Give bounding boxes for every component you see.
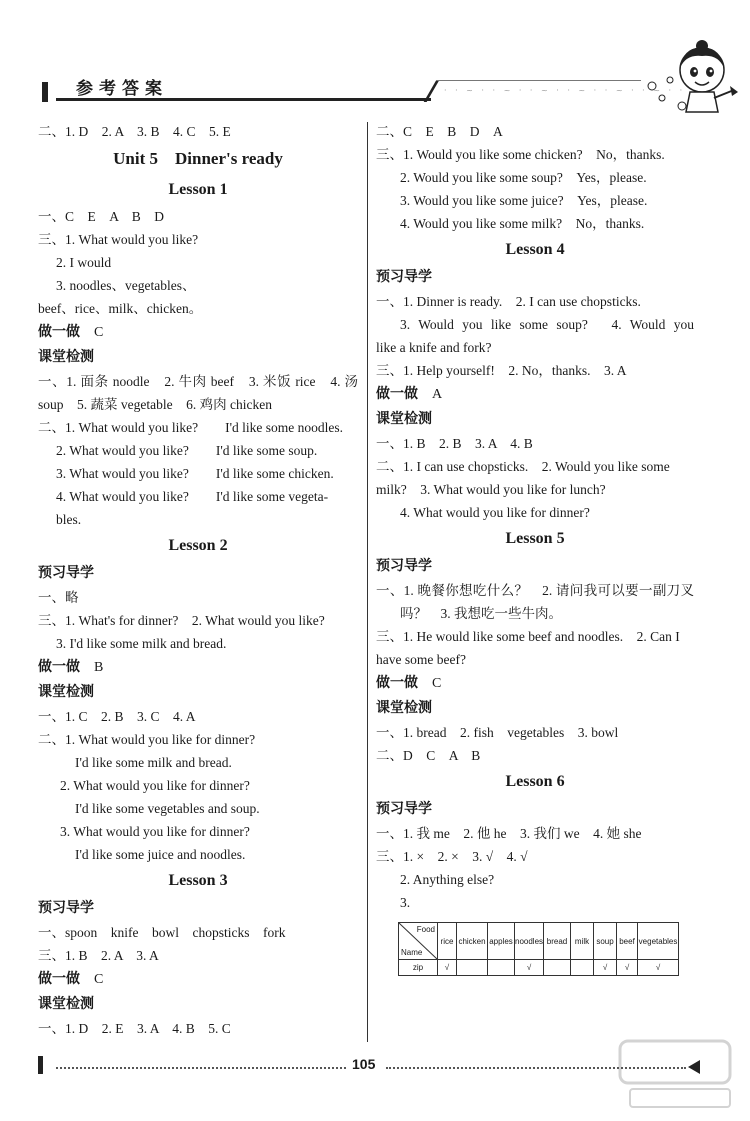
table-header-food: milk [571,923,594,960]
answer-line: 3. Would you like some soup? 4. Would you [400,317,694,332]
section-heading: 课堂检测 [38,996,94,1012]
table-cell-mark [571,960,594,976]
answer-line: 2. Anything else? [400,872,495,887]
section-heading: 预习导学 [376,801,432,817]
footer-marker-icon [38,1056,51,1074]
table-header-food: chicken [457,923,488,960]
section-heading [376,671,694,696]
answer-line: 一、1. 我 me 2. 他 he 3. 我们 we 4. 她 she [376,826,642,841]
answer-line: 2. Would you like some soup? Yes，please. [400,170,647,185]
answer-line: 一、1. 晚餐你想吃什么？ 2. 请问我可以要一副刀叉 [376,583,694,598]
answer-line: 三、1. × 2. × 3. √ 4. √ [376,849,528,864]
header-title: 参考答案 [76,79,168,99]
table-header-food: beef [617,923,638,960]
lesson-title: Lesson 6 [505,773,565,790]
table-cell-mark: √ [438,960,457,976]
section-heading: 课堂检测 [376,700,432,716]
section-answer: C [94,972,104,987]
section-heading: 课堂检测 [38,684,94,700]
section-heading-label: 做一做 [376,386,418,402]
section-heading [38,655,358,680]
answer-line: 一、1. B 2. B 3. A 4. B [376,436,533,451]
table-cell-mark: √ [638,960,679,976]
section-heading-label: 做一做 [376,675,418,691]
table-header-food: apples [488,923,515,960]
table-corner-cell [399,923,438,960]
answer-line: 一、1. C 2. B 3. C 4. A [38,709,196,724]
answer-line: 3. [400,895,411,910]
table-cell-mark [457,960,488,976]
answer-line: 三、1. Help yourself! 2. No，thanks. 3. A [376,363,627,378]
answer-line: 3. What would you like for dinner? [60,824,250,839]
table-row-name: zip [399,960,438,976]
table-header-food: bread [544,923,571,960]
section-heading-label: 做一做 [38,324,80,340]
answer-line: 3. I'd like some milk and bread. [56,636,227,651]
lesson-title: Lesson 1 [168,181,228,198]
section-answer: C [94,325,104,340]
footer-dotted-rule-left [56,1067,346,1069]
answer-line: 二、C E B D A [376,124,503,139]
answer-line: 2. What would you like for dinner? [60,778,250,793]
right-column [376,120,694,976]
answer-line: beef、rice、milk、chicken。 [38,301,203,316]
answer-line: bles. [56,512,82,527]
answer-line: 吗？ 3. 我想吃一些牛肉。 [400,606,562,621]
answer-line: 2. What would you like? I'd like some soup. [56,443,318,458]
answer-line: 一、C E A B D [38,209,165,224]
table-cell-mark: √ [617,960,638,976]
page-number: 105 [352,1056,376,1072]
section-heading: 预习导学 [38,900,94,916]
lesson-title: Lesson 2 [168,537,228,554]
table-cell-mark [488,960,515,976]
cartoon-girl-icon [640,40,740,120]
answer-line: 二、D C A B [376,748,481,763]
table-row [399,960,679,976]
section-heading [38,967,358,992]
answer-line: 3. noodles、vegetables、 [56,278,196,293]
section-answer: C [432,676,442,691]
section-heading: 预习导学 [38,565,94,581]
answer-line: 一、1. D 2. E 3. A 4. B 5. C [38,1021,231,1036]
lesson-title: Lesson 3 [168,872,228,889]
table-header-food: rice [438,923,457,960]
header-decoration: · · ~ · · ~ · · ~ · · ~ · · ~ · · ~ · · [444,86,686,95]
table-header-food: soup [594,923,617,960]
table-header-food: vegetables [638,923,679,960]
column-divider [367,122,368,1042]
answer-line: 4. What would you like? I'd like some vegeta- [56,489,329,504]
answer-line: 一、略 [38,590,79,605]
table-cell-mark: √ [515,960,544,976]
answer-line: 4. Would you like some milk? No，thanks. [400,216,645,231]
answer-line: 二、1. What would you like for dinner? [38,732,256,747]
table-cell-mark [544,960,571,976]
answer-line: 一、1. bread 2. fish vegetables 3. bowl [376,725,619,740]
answer-line: 一、1. 面条 noodle 2. 牛肉 beef 3. 米饭 rice 4. 汤 [38,374,358,389]
section-heading: 课堂检测 [38,349,94,365]
answer-line: like a knife and fork? [376,340,492,355]
answer-line: 二、1. I can use chopsticks. 2. Would you like some [376,459,670,474]
header-rule-thin [436,80,641,81]
answer-line: 二、1. D 2. A 3. B 4. C 5. E [38,124,231,139]
section-heading: 预习导学 [376,558,432,574]
corner-label-food: Food [416,925,435,934]
section-heading: 预习导学 [376,269,432,285]
table-header-row [399,923,679,960]
answer-line: 三、1. Would you like some chicken? No，thanks. [376,147,665,162]
watermark-logo [610,1035,740,1115]
answer-line: 三、1. He would like some beef and noodles. 2. Can I [376,629,680,644]
corner-label-name: Name [401,948,423,957]
answer-line: have some beef? [376,652,466,667]
answer-line: 三、1. What would you like? [38,232,199,247]
table-cell-mark: √ [594,960,617,976]
unit-title: Unit 5 Dinner's ready [113,149,283,168]
answer-line: I'd like some milk and bread. [75,755,232,770]
table-header-food: noodles [515,923,544,960]
lesson-title: Lesson 4 [505,241,565,258]
header-slash [424,80,440,102]
section-heading [376,382,694,407]
page-header [36,68,726,108]
answer-line: I'd like some juice and noodles. [75,847,246,862]
section-answer: B [94,660,104,675]
section-answer: A [432,387,443,402]
answer-line: soup 5. 蔬菜 vegetable 6. 鸡肉 chicken [38,397,272,412]
section-heading-label: 做一做 [38,971,80,987]
answer-line: 三、1. What's for dinner? 2. What would you like? [38,613,325,628]
answer-line: 2. I would [56,255,112,270]
lesson-title: Lesson 5 [505,530,565,547]
food-table [398,922,679,976]
answer-line: 3. What would you like? I'd like some chicken. [56,466,334,481]
answer-line: milk? 3. What would you like for lunch? [376,482,606,497]
section-heading: 课堂检测 [376,411,432,427]
answer-line: 二、1. What would you like? I'd like some noodles. [38,420,344,435]
answer-line: I'd like some vegetables and soup. [75,801,260,816]
left-column [38,120,358,1040]
answer-line: 一、spoon knife bowl chopsticks fork [38,925,286,940]
header-rule [56,98,431,101]
section-heading-label: 做一做 [38,659,80,675]
section-heading [38,320,358,345]
answer-line: 一、1. Dinner is ready. 2. I can use chopsticks. [376,294,641,309]
answer-line: 三、1. B 2. A 3. A [38,948,159,963]
answer-line: 4. What would you like for dinner? [400,505,590,520]
answer-line: 3. Would you like some juice? Yes，please. [400,193,648,208]
